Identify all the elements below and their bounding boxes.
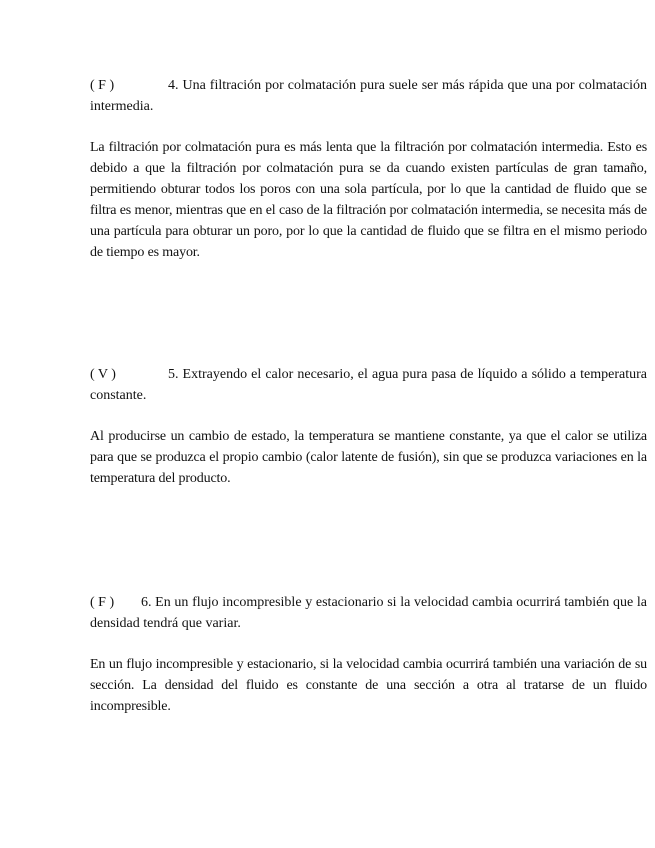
answer-mark-6: ( F ) <box>90 595 115 610</box>
statement-6: 6. En un flujo incompresible y estacionario si la velocidad cambia ocurrirá también que la densidad tendrá que variar. <box>90 595 647 631</box>
statement-5: 5. Extrayendo el calor necesario, el agua pura pasa de líquido a sólido a temperatura constante. <box>90 367 647 403</box>
answer-mark-5: ( V ) <box>90 367 116 382</box>
explanation-5: Al producirse un cambio de estado, la temperatura se mantiene constante, ya que el calor se utiliza para que se produzca el propio cambio (calor latente de fusión), sin que se produzca variaciones en la temperatura del producto. <box>90 429 647 486</box>
explanation-4: La filtración por colmatación pura es más lenta que la filtración por colmatación intermedia. Esto es debido a que la filtración por colmatación pura se da cuando existen partículas de gran tamaño, permitiendo obturar todos los poros con una sola partícula, por lo que la cantidad de fluido que se filtra es menor, mientras que en el caso de la filtración por colmatación intermedia, se necesita más de una partícula para obturar un poro, por lo que la cantidad de fluido que se filtra en el mismo periodo de tiempo es mayor. <box>90 140 647 260</box>
question-4 <box>90 75 647 117</box>
question-5 <box>90 364 647 406</box>
statement-4: 4. Una filtración por colmatación pura suele ser más rápida que una por colmatación intermedia. <box>90 78 647 114</box>
explanation-6: En un flujo incompresible y estacionario, si la velocidad cambia ocurrirá también una variación de su sección. La densidad del fluido es constante de una sección a otra al tratarse de un fluido incompresible. <box>90 657 647 714</box>
question-6 <box>90 592 647 634</box>
answer-mark-4: ( F ) <box>90 78 115 93</box>
